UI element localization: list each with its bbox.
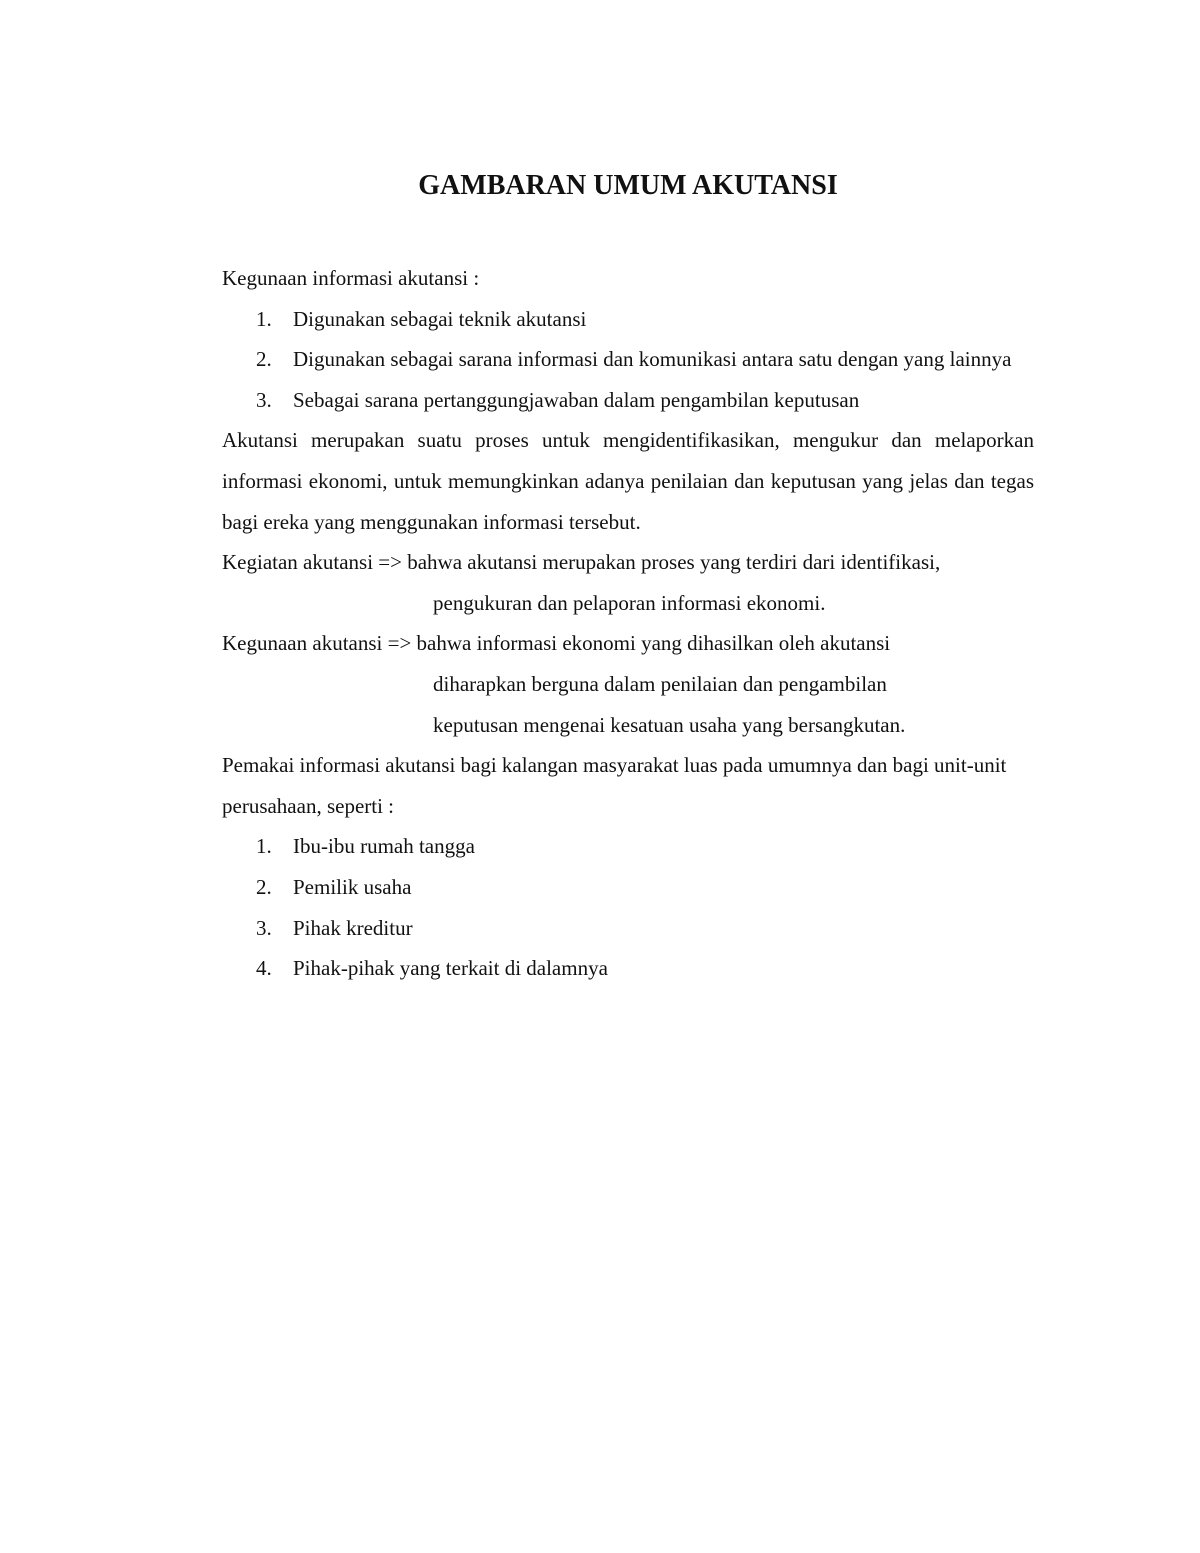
list-item-text: Sebagai sarana pertanggungjawaban dalam pengambilan keputusan [293,387,860,412]
kegunaan-definition [222,623,1034,745]
document-body [222,258,1034,989]
kegunaan-line-2: diharapkan berguna dalam penilaian dan pengambilan [433,671,887,696]
list-item-text: Pihak kreditur [293,915,413,940]
list-item-text: Ibu-ibu rumah tangga [293,834,475,859]
users-paragraph: Pemakai informasi akutansi bagi kalangan masyarakat luas pada umumnya dan bagi unit-unit perusahaan, seperti : [222,753,1007,818]
list-number: 2. [256,874,272,899]
list-number: 3. [256,387,272,412]
definition-paragraph: Akutansi merupakan suatu proses untuk mengidentifikasikan, mengukur dan melaporkan informasi ekonomi, untuk memungkinkan adanya penilaian dan keputusan yang jelas dan tegas bagi ereka yang menggunakan informasi tersebut. [222,428,1034,534]
users-list [222,826,1034,988]
uses-intro-label: Kegunaan informasi akutansi : [222,266,480,290]
list-item [222,867,1034,908]
kegunaan-line-3: keputusan mengenai kesatuan usaha yang bersangkutan. [433,712,906,737]
list-item-text: Digunakan sebagai teknik akutansi [293,306,587,331]
kegiatan-line-1: Kegiatan akutansi => bahwa akutansi merupakan proses yang terdiri dari identifikasi, [222,550,941,575]
kegiatan-definition [222,542,1034,623]
list-item-text: Pemilik usaha [293,874,412,899]
list-item [222,339,1034,380]
list-item [222,908,1034,949]
list-item-text: Pihak-pihak yang terkait di dalamnya [293,956,608,981]
list-item-text: Digunakan sebagai sarana informasi dan komunikasi antara satu dengan yang lainnya [293,347,1012,372]
list-number: 3. [256,915,272,940]
list-item [222,380,1034,421]
list-number: 2. [256,347,272,372]
list-item [222,948,1034,989]
uses-list [222,299,1034,421]
list-number: 4. [256,956,272,981]
list-item [222,826,1034,867]
kegunaan-line-1: Kegunaan akutansi => bahwa informasi ekonomi yang dihasilkan oleh akutansi [222,631,891,656]
list-item [222,299,1034,340]
document-title: GAMBARAN UMUM AKUTANSI [418,170,838,201]
list-number: 1. [256,834,272,859]
kegiatan-line-2: pengukuran dan pelaporan informasi ekonomi. [433,590,826,615]
list-number: 1. [256,306,272,331]
